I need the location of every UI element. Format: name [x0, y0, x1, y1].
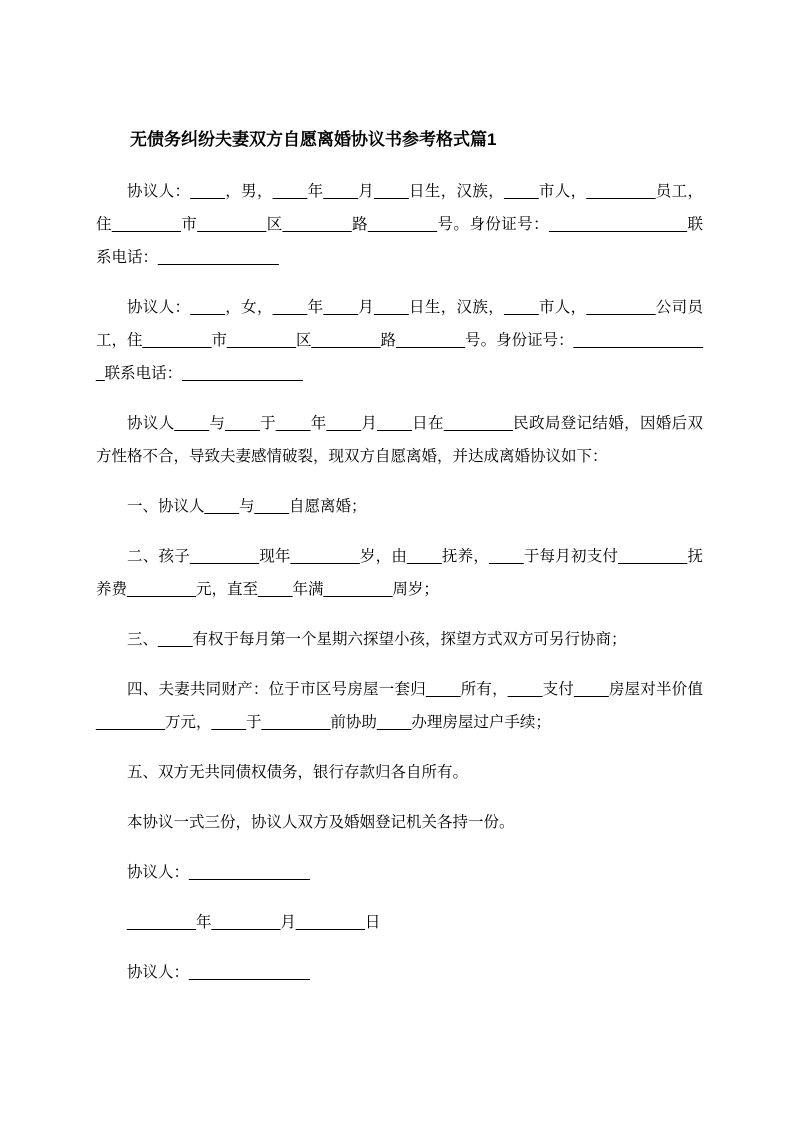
- clause-2-child-custody: 二、孩子________现年________岁，由____抚养，____于每月初支付________抚养费________元，直至____年满________周岁；: [96, 548, 703, 598]
- signature-line-party-b: 协议人：______________: [127, 964, 310, 981]
- marriage-background-paragraph: 协议人____与____于____年____月____日在________民政局登记结婚，因婚后双方性格不合，导致夫妻感情破裂，现双方自愿离婚，并达成离婚协议如下：: [96, 415, 703, 465]
- clause-1-divorce: 一、协议人____与____自愿离婚；: [127, 498, 367, 515]
- copies-statement: 本协议一式三份，协议人双方及婚姻登记机关各持一份。: [127, 814, 515, 831]
- clause-4-property: 四、夫妻共同财产：位于市区号房屋一套归____所有，____支付____房屋对半价值________万元，____于________前协助____办理房屋过户手续；: [96, 681, 703, 731]
- clause-3-visitation: 三、____有权于每月第一个星期六探望小孩，探望方式双方可另行协商；: [127, 631, 627, 648]
- party-a-info-paragraph: 协议人：____，男，____年____月____日生，汉族，____市人，________员工，住________市________区________路________号。身份证号：________________联系电话：______________: [96, 183, 703, 266]
- party-b-info-paragraph: 协议人：____，女，____年____月____日生，汉族，____市人，________公司员工，住________市________区________路________号。身份证号：________________联系电话：______________: [96, 299, 703, 382]
- signature-line-party-a: 协议人：______________: [127, 864, 310, 881]
- document-title: 无债务纠纷夫妻双方自愿离婚协议书参考格式篇1: [130, 130, 497, 149]
- date-line: ________年________月________日: [127, 914, 381, 931]
- clause-5-debts: 五、双方无共同债权债务，银行存款归各自所有。: [127, 764, 469, 781]
